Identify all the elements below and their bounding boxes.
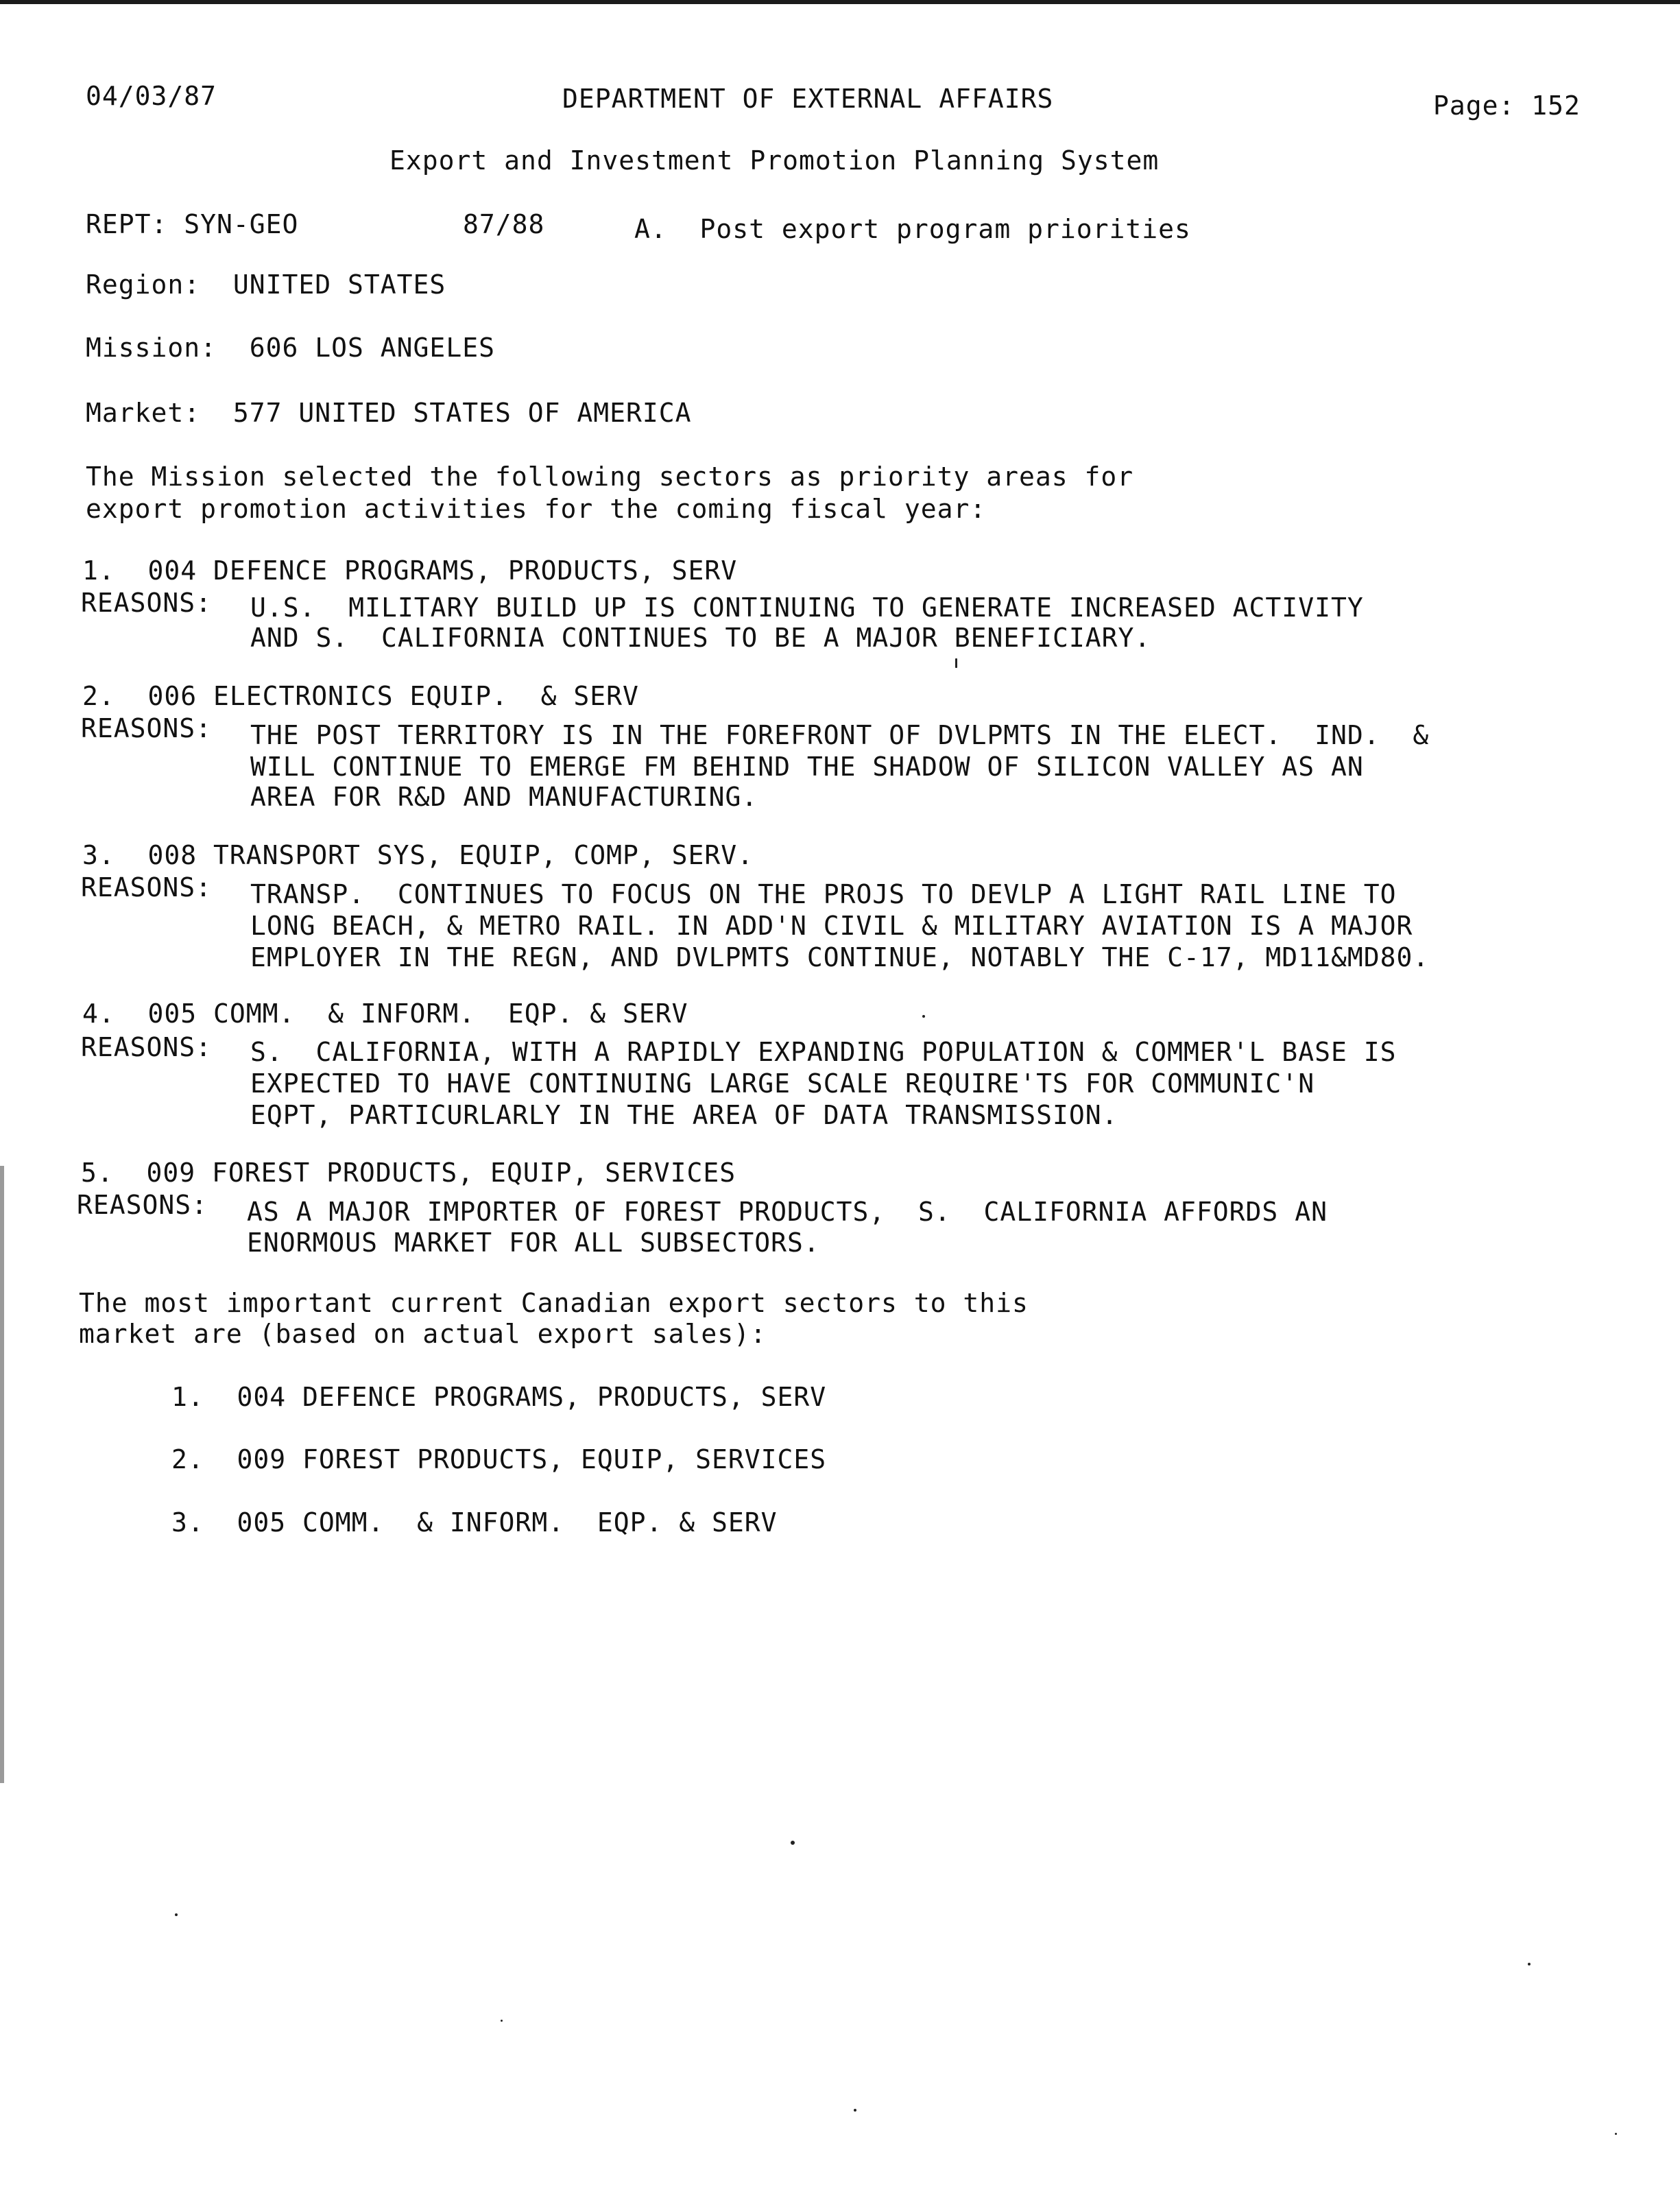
scan-top-edge (0, 0, 1680, 4)
current-sector-item: 2. 009 FOREST PRODUCTS, EQUIP, SERVICES (171, 1444, 827, 1474)
scan-speck (175, 1913, 178, 1916)
reason-line: U.S. MILITARY BUILD UP IS CONTINUING TO GENERATE INCREASED ACTIVITY (250, 593, 1364, 623)
scan-speck (922, 1015, 925, 1018)
intro-line: export promotion activities for the coming fiscal year: (86, 494, 987, 524)
scan-speck (955, 658, 957, 668)
priority-title: 2. 006 ELECTRONICS EQUIP. & SERV (82, 681, 639, 711)
reason-line: AND S. CALIFORNIA CONTINUES TO BE A MAJOR BENEFICIARY. (250, 623, 1151, 653)
current-intro-line: The most important current Canadian export sectors to this (79, 1288, 1029, 1318)
current-sector-item: 3. 005 COMM. & INFORM. EQP. & SERV (171, 1507, 778, 1538)
fiscal-year: 87/88 (463, 209, 545, 239)
reason-line: THE POST TERRITORY IS IN THE FOREFRONT OF DVLPMTS IN THE ELECT. IND. & (250, 720, 1430, 750)
region-line: Region: UNITED STATES (86, 270, 446, 300)
reason-line: EXPECTED TO HAVE CONTINUING LARGE SCALE REQUIRE'TS FOR COMMUNIC'N (250, 1068, 1315, 1099)
scan-speck (854, 2109, 856, 2112)
scan-speck (501, 2020, 503, 2022)
department-title: DEPARTMENT OF EXTERNAL AFFAIRS (562, 84, 1054, 114)
reason-line: S. CALIFORNIA, WITH A RAPIDLY EXPANDING POPULATION & COMMER'L BASE IS (250, 1037, 1397, 1067)
scan-speck (791, 1841, 795, 1845)
reasons-label: REASONS: (81, 588, 213, 618)
reason-line: EMPLOYER IN THE REGN, AND DVLPMTS CONTINUE, NOTABLY THE C-17, MD11&MD80. (250, 942, 1430, 972)
reasons-label: REASONS: (81, 872, 213, 903)
section-heading: A. Post export program priorities (634, 214, 1191, 244)
scan-speck (1615, 2133, 1617, 2135)
page-number: Page: 152 (1433, 91, 1581, 121)
market-line: Market: 577 UNITED STATES OF AMERICA (86, 398, 692, 428)
reason-line: TRANSP. CONTINUES TO FOCUS ON THE PROJS TO DEVLP A LIGHT RAIL LINE TO (250, 879, 1397, 909)
system-title: Export and Investment Promotion Planning System (389, 145, 1160, 176)
reason-line: ENORMOUS MARKET FOR ALL SUBSECTORS. (247, 1228, 820, 1258)
priority-title: 1. 004 DEFENCE PROGRAMS, PRODUCTS, SERV (82, 555, 738, 586)
priority-title: 3. 008 TRANSPORT SYS, EQUIP, COMP, SERV. (82, 840, 754, 870)
current-sector-item: 1. 004 DEFENCE PROGRAMS, PRODUCTS, SERV (171, 1382, 827, 1412)
report-code: REPT: SYN-GEO (86, 209, 299, 239)
reason-line: LONG BEACH, & METRO RAIL. IN ADD'N CIVIL & MILITARY AVIATION IS A MAJOR (250, 911, 1413, 941)
reasons-label: REASONS: (77, 1190, 208, 1220)
reason-line: AS A MAJOR IMPORTER OF FOREST PRODUCTS, S. CALIFORNIA AFFORDS AN (247, 1197, 1328, 1227)
reason-line: EQPT, PARTICURLARLY IN THE AREA OF DATA TRANSMISSION. (250, 1100, 1118, 1130)
mission-line: Mission: 606 LOS ANGELES (86, 333, 495, 363)
reason-line: WILL CONTINUE TO EMERGE FM BEHIND THE SHADOW OF SILICON VALLEY AS AN (250, 752, 1364, 782)
scan-left-edge (0, 1166, 4, 1783)
scan-speck (1528, 1963, 1531, 1965)
reason-line: AREA FOR R&D AND MANUFACTURING. (250, 782, 758, 812)
priority-title: 5. 009 FOREST PRODUCTS, EQUIP, SERVICES (81, 1158, 736, 1188)
report-date: 04/03/87 (86, 81, 217, 111)
reasons-label: REASONS: (81, 1032, 213, 1062)
current-intro-line: market are (based on actual export sales): (79, 1319, 767, 1349)
reasons-label: REASONS: (81, 713, 213, 743)
priority-title: 4. 005 COMM. & INFORM. EQP. & SERV (82, 999, 688, 1029)
intro-line: The Mission selected the following sectors as priority areas for (86, 462, 1134, 492)
